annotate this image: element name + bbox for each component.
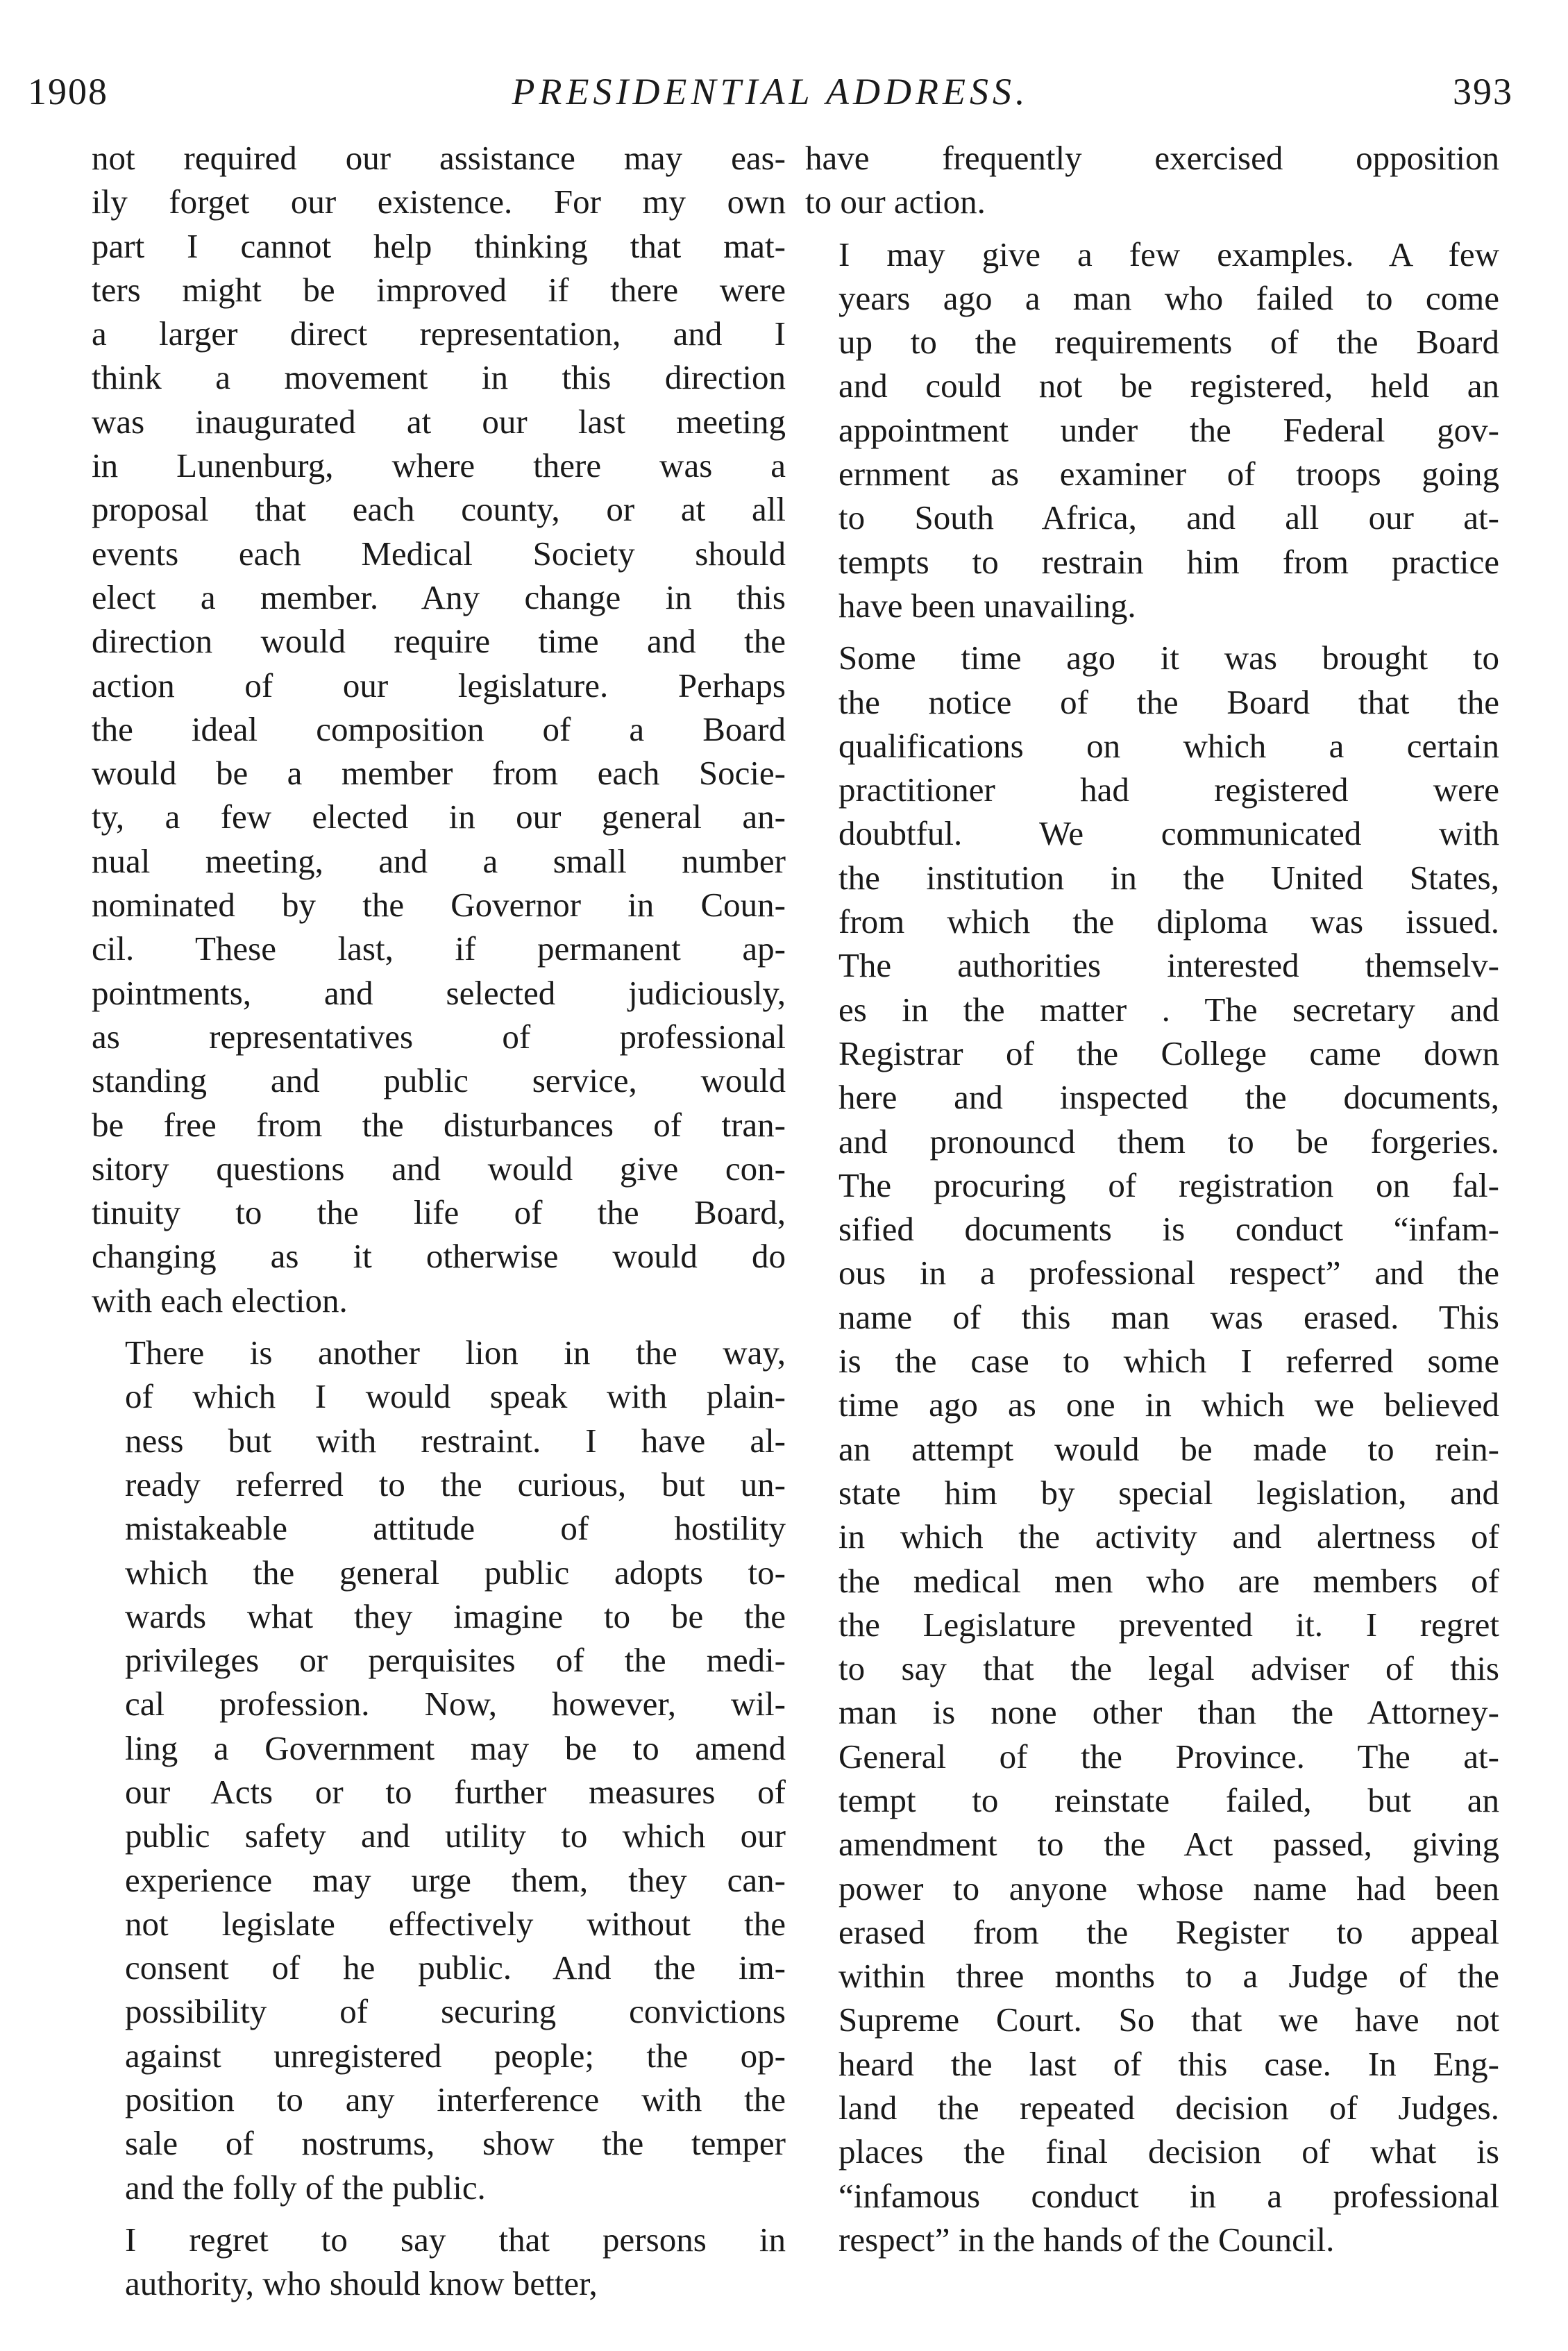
text-line: “infamous conduct in a professional xyxy=(838,2176,1499,2215)
header-title: PRESIDENTIAL ADDRESS. xyxy=(512,71,1029,112)
text-line: I regret to say that persons in xyxy=(125,2220,786,2259)
text-line: appointment under the Federal gov- xyxy=(838,410,1499,449)
text-line: years ago a man who failed to come xyxy=(838,278,1499,317)
paragraph xyxy=(805,233,1499,628)
text-line: with each election. xyxy=(92,1281,348,1320)
text-line: tempt to reinstate failed, but an xyxy=(838,1780,1499,1819)
text-line: sitory questions and would give con- xyxy=(92,1149,786,1188)
text-line: and could not be registered, held an xyxy=(838,366,1499,405)
text-line: not legislate effectively without the xyxy=(125,1904,786,1943)
text-line: Some time ago it was brought to xyxy=(838,639,1499,677)
text-line: authority, who should know better, xyxy=(125,2264,598,2303)
text-line: elect a member. Any change in this xyxy=(92,578,786,616)
text-line: pointments, and selected judiciously, xyxy=(92,973,786,1012)
text-line: doubtful. We communicated with xyxy=(838,814,1499,853)
text-line: the Legislature prevented it. I regret xyxy=(838,1605,1499,1644)
text-line: sified documents is conduct “infam- xyxy=(838,1210,1499,1249)
text-line: as representatives of professional xyxy=(92,1017,786,1056)
text-line: nominated by the Governor in Coun- xyxy=(92,886,786,925)
text-line: cal profession. Now, however, wil- xyxy=(125,1685,786,1724)
text-line: mistakeable attitude of hostility xyxy=(125,1509,786,1548)
text-line: Registrar of the College came down xyxy=(838,1034,1499,1072)
text-line: would be a member from each Socie- xyxy=(92,754,786,793)
text-line: our Acts or to further measures of xyxy=(125,1772,786,1811)
text-line: from which the diploma was issued. xyxy=(838,902,1499,941)
text-line: privileges or perquisites of the medi- xyxy=(125,1641,786,1680)
text-line: to say that the legal adviser of this xyxy=(838,1649,1499,1688)
text-line: There is another lion in the way, xyxy=(125,1333,786,1372)
text-line: the notice of the Board that the xyxy=(838,682,1499,721)
text-line: a larger direct representation, and I xyxy=(92,314,786,353)
text-line: es in the matter . The secretary and xyxy=(838,990,1499,1029)
text-line: to our action. xyxy=(805,183,986,221)
text-line: action of our legislature. Perhaps xyxy=(92,666,786,705)
text-line: practitioner had registered were xyxy=(838,770,1499,809)
text-line: tinuity to the life of the Board, xyxy=(92,1193,786,1232)
text-line: standing and public service, would xyxy=(92,1061,786,1100)
text-line: cil. These last, if permanent ap- xyxy=(92,929,786,968)
text-line: against unregistered people; the op- xyxy=(125,2036,786,2075)
text-line: changing as it otherwise would do xyxy=(92,1237,786,1276)
text-line: part I cannot help thinking that mat- xyxy=(92,226,786,265)
text-line: tempts to restrain him from practice xyxy=(838,542,1499,581)
text-line: places the final decision of what is xyxy=(838,2132,1499,2171)
paragraph xyxy=(92,136,786,1322)
text-line: power to anyone whose name had been xyxy=(838,1869,1499,1907)
text-line: and the folly of the public. xyxy=(125,2168,486,2207)
text-line: qualifications on which a certain xyxy=(838,726,1499,765)
text-line: amendment to the Act passed, giving xyxy=(838,1825,1499,1864)
text-line: in Lunenburg, where there was a xyxy=(92,446,786,485)
text-line: ters might be improved if there were xyxy=(92,270,786,309)
text-line: direction would require time and the xyxy=(92,622,786,661)
text-line: an attempt would be made to rein- xyxy=(838,1429,1499,1468)
text-line: The authorities interested themselv- xyxy=(838,946,1499,985)
right-column xyxy=(805,136,1499,2261)
paragraph xyxy=(805,136,1499,224)
text-line: have frequently exercised opposition xyxy=(805,139,1499,177)
text-line: proposal that each county, or at all xyxy=(92,490,786,529)
text-line: time ago as one in which we believed xyxy=(838,1385,1499,1424)
text-line: was inaugurated at our last meeting xyxy=(92,402,786,441)
text-line: ready referred to the curious, but un- xyxy=(125,1465,786,1503)
text-line: The procuring of registration on fal- xyxy=(838,1165,1499,1204)
text-line: I may give a few examples. A few xyxy=(838,235,1499,273)
text-line: ness but with restraint. I have al- xyxy=(125,1421,786,1460)
text-line: is the case to which I referred some xyxy=(838,1342,1499,1381)
paragraph xyxy=(92,1331,786,2209)
text-line: nual meeting, and a small number xyxy=(92,841,786,880)
header-year: 1908 xyxy=(28,71,108,112)
paragraph xyxy=(92,2218,786,2306)
text-line: up to the requirements of the Board xyxy=(838,323,1499,362)
text-line: ling a Government may be to amend xyxy=(125,1728,786,1767)
text-line: have been unavailing. xyxy=(838,586,1136,625)
text-line: General of the Province. The at- xyxy=(838,1737,1499,1776)
text-line: the medical men who are members of xyxy=(838,1561,1499,1600)
text-line: ous in a professional respect” and the xyxy=(838,1254,1499,1292)
text-line: here and inspected the documents, xyxy=(838,1078,1499,1117)
text-line: sale of nostrums, show the temper xyxy=(125,2124,786,2163)
text-line: and pronouncd them to be forgeries. xyxy=(838,1122,1499,1161)
text-line: in which the activity and alertness of xyxy=(838,1517,1499,1556)
text-line: to South Africa, and all our at- xyxy=(838,498,1499,537)
text-line: ily forget our existence. For my own xyxy=(92,183,786,221)
text-line: state him by special legislation, and xyxy=(838,1473,1499,1512)
text-line: ty, a few elected in our general an- xyxy=(92,798,786,836)
text-line: possibility of securing convictions xyxy=(125,1992,786,2031)
page-number: 393 xyxy=(1453,71,1513,112)
text-line: experience may urge them, they can- xyxy=(125,1860,786,1899)
text-line: Supreme Court. So that we have not xyxy=(838,2000,1499,2039)
text-line: man is none other than the Attorney- xyxy=(838,1693,1499,1732)
text-line: heard the last of this case. In Eng- xyxy=(838,2044,1499,2083)
text-line: events each Medical Society should xyxy=(92,534,786,573)
text-line: public safety and utility to which our xyxy=(125,1817,786,1855)
text-line: think a movement in this direction xyxy=(92,358,786,397)
running-head xyxy=(28,64,1513,119)
text-line: of which I would speak with plain- xyxy=(125,1377,786,1416)
text-line: erased from the Register to appeal xyxy=(838,1912,1499,1951)
text-line: consent of he public. And the im- xyxy=(125,1948,786,1987)
text-line: the institution in the United States, xyxy=(838,858,1499,897)
text-line: be free from the disturbances of tran- xyxy=(92,1105,786,1144)
text-line: the ideal composition of a Board xyxy=(92,709,786,748)
text-line: name of this man was erased. This xyxy=(838,1297,1499,1336)
left-column xyxy=(92,136,786,2306)
text-line: not required our assistance may eas- xyxy=(92,139,786,177)
text-line: land the repeated decision of Judges. xyxy=(838,2089,1499,2127)
text-line: wards what they imagine to be the xyxy=(125,1596,786,1635)
text-line: position to any interference with the xyxy=(125,2080,786,2119)
text-line: ernment as examiner of troops going xyxy=(838,455,1499,494)
text-line: respect” in the hands of the Council. xyxy=(838,2220,1335,2259)
paragraph xyxy=(805,636,1499,2261)
text-line: within three months to a Judge of the xyxy=(838,1957,1499,1996)
text-line: which the general public adopts to- xyxy=(125,1553,786,1592)
